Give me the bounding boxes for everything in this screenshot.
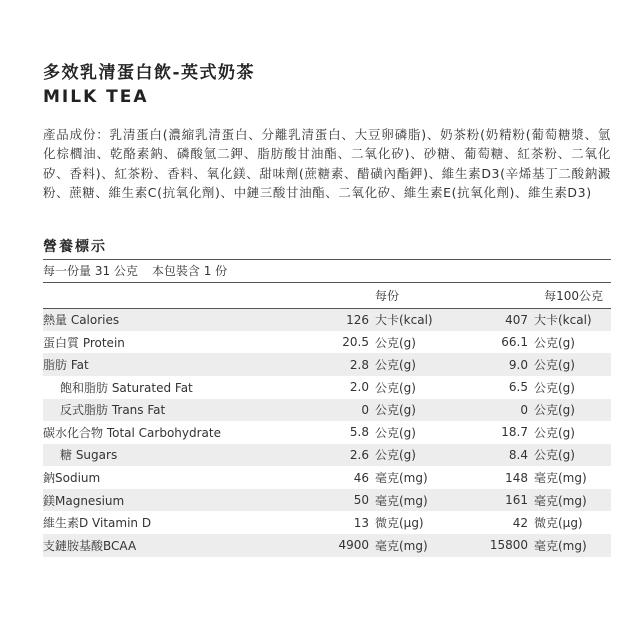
col-per-100g: 每100公克	[461, 283, 611, 309]
nutrient-name: 蛋白質 Protein	[43, 335, 125, 350]
nutrient-name: 反式脂肪 Trans Fat	[60, 403, 166, 418]
serving-info	[43, 259, 611, 283]
nutrition-row	[43, 421, 611, 444]
per-serving-unit: 公克(g)	[375, 403, 416, 418]
nutrition-row	[43, 399, 611, 422]
nutrition-row	[43, 331, 611, 354]
per-serving-unit: 毫克(mg)	[375, 471, 428, 486]
per-100g-value: 6.5	[508, 380, 528, 395]
nutrition-rows	[43, 308, 611, 557]
nutrient-name: 脂肪 Fat	[43, 358, 89, 373]
product-title-en: MILK TEA	[43, 87, 149, 107]
nutrient-name: 鈉Sodium	[43, 471, 101, 486]
nutrient-name: 支鏈胺基酸BCAA	[43, 538, 137, 553]
nutrient-name: 糖 Sugars	[60, 448, 118, 463]
per-100g-value: 42	[512, 515, 528, 530]
per-100g-unit: 毫克(mg)	[534, 493, 587, 508]
per-100g-unit: 微克(μg)	[534, 516, 583, 531]
per-serving-value: 50	[353, 493, 369, 508]
per-100g-value: 8.4	[508, 447, 528, 462]
per-100g-unit: 毫克(mg)	[534, 471, 587, 486]
per-100g-value: 15800	[489, 538, 528, 553]
nutrient-name: 碳水化合物 Total Carbohydrate	[43, 425, 221, 440]
nutrition-row	[43, 466, 611, 489]
product-title-zh: 多效乳清蛋白飲-英式奶茶	[43, 63, 256, 83]
per-100g-unit: 毫克(mg)	[534, 538, 587, 553]
nutrition-row	[43, 308, 611, 331]
product-label	[43, 62, 611, 557]
per-serving-unit: 毫克(mg)	[375, 493, 428, 508]
per-serving-value: 2.8	[349, 357, 369, 372]
per-serving-value: 2.0	[349, 380, 369, 395]
per-serving-unit: 大卡(kcal)	[375, 313, 433, 328]
per-serving-value: 126	[346, 312, 369, 327]
per-100g-unit: 公克(g)	[534, 358, 575, 373]
per-serving-unit: 公克(g)	[375, 425, 416, 440]
col-per-serving: 每份	[375, 283, 461, 309]
per-serving-value: 20.5	[342, 335, 369, 350]
per-serving-value: 46	[353, 470, 369, 485]
nutrition-row	[43, 489, 611, 512]
nutrient-name: 熱量 Calories	[43, 313, 120, 328]
per-serving-unit: 公克(g)	[375, 380, 416, 395]
nutrition-table	[43, 283, 611, 557]
per-100g-unit: 大卡(kcal)	[534, 313, 592, 328]
per-serving-unit: 微克(μg)	[375, 516, 424, 531]
nutrition-row	[43, 376, 611, 399]
per-100g-unit: 公克(g)	[534, 425, 575, 440]
per-100g-unit: 公克(g)	[534, 335, 575, 350]
nutrient-name: 維生素D Vitamin D	[43, 516, 152, 531]
nutrition-row	[43, 511, 611, 534]
per-100g-value: 66.1	[501, 335, 528, 350]
per-100g-value: 9.0	[508, 357, 528, 372]
per-100g-unit: 公克(g)	[534, 448, 575, 463]
ingredients-text: 產品成份：乳清蛋白(濃縮乳清蛋白、分離乳清蛋白、大豆卵磷脂)、奶茶粉(奶精粉(葡萄糖漿、氫化棕櫚油、乾酪素鈉、磷酸氫二鉀、脂肪酸甘油酯、二氧化矽)、砂糖、葡萄糖、紅茶粉、二氧化矽、香料)、紅茶粉、香料、氧化鎂、甜味劑(蔗糖素、醋磺內酯鉀)、維生素D3(辛烯基丁二酸鈉澱粉、蔗糖、維生素C(抗氧化劑)、中鏈三酸甘油酯、二氧化矽、維生素E(抗氧化劑)、維生素D3)	[43, 127, 611, 201]
per-serving-value: 4900	[338, 538, 369, 553]
per-serving-value: 13	[353, 515, 369, 530]
per-serving-value: 0	[361, 402, 369, 417]
nutrient-name: 飽和脂肪 Saturated Fat	[60, 380, 193, 395]
per-100g-value: 161	[505, 493, 528, 508]
per-serving-unit: 公克(g)	[375, 335, 416, 350]
per-serving-unit: 公克(g)	[375, 448, 416, 463]
serving-size: 每一份量 31 公克	[43, 263, 138, 278]
per-serving-unit: 毫克(mg)	[375, 538, 428, 553]
per-serving-value: 2.6	[349, 447, 369, 462]
per-100g-value: 148	[505, 470, 528, 485]
per-100g-value: 407	[505, 312, 528, 327]
servings-per-pack: 本包裝含 1 份	[151, 263, 228, 278]
per-100g-value: 0	[520, 402, 528, 417]
per-serving-unit: 公克(g)	[375, 358, 416, 373]
per-100g-unit: 公克(g)	[534, 403, 575, 418]
per-100g-value: 18.7	[501, 425, 528, 440]
nutrition-title: 營養標示	[43, 238, 107, 255]
nutrition-row	[43, 353, 611, 376]
per-100g-unit: 公克(g)	[534, 380, 575, 395]
nutrition-row	[43, 534, 611, 557]
nutrition-row	[43, 444, 611, 467]
nutrition-header-row	[43, 283, 611, 309]
nutrient-name: 鎂Magnesium	[43, 493, 125, 508]
per-serving-value: 5.8	[349, 425, 369, 440]
